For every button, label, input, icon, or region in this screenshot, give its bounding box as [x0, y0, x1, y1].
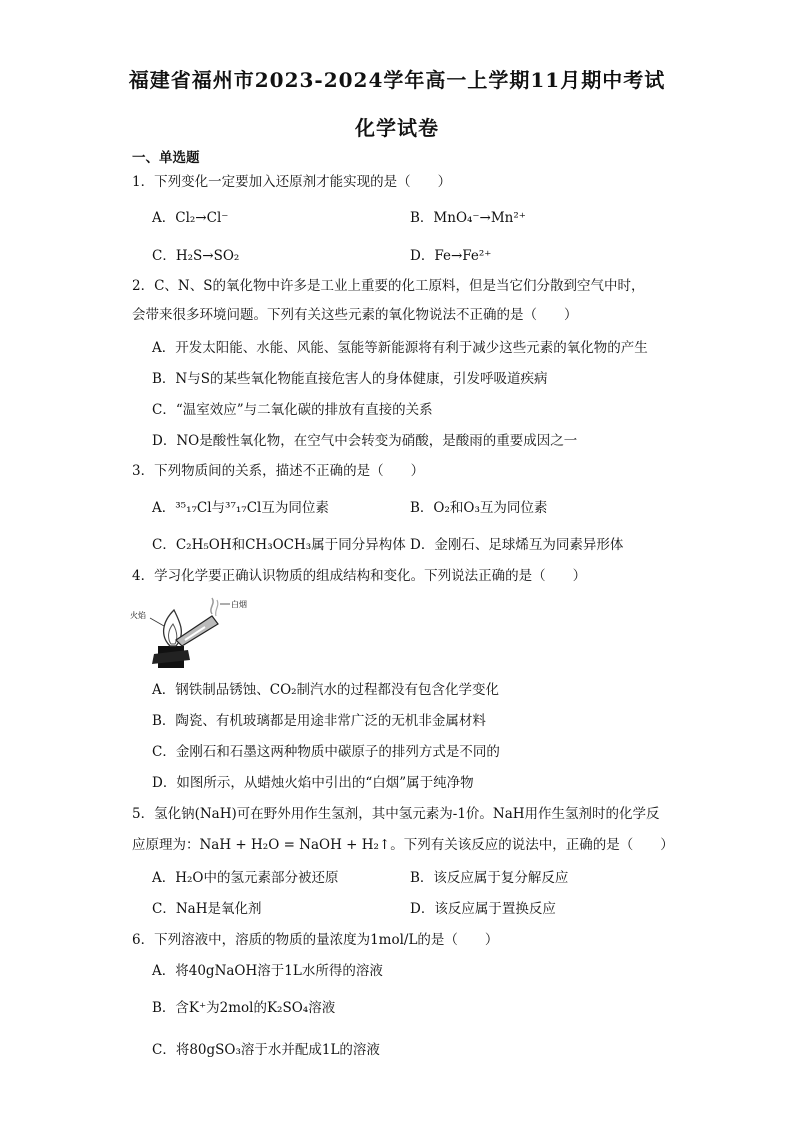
q6-option-c: C．将80gSO₃溶于水并配成1L的溶液 [152, 1042, 380, 1058]
q4-stem: 4．学习化学要正确认识物质的组成结构和变化。下列说法正确的是（ ） [132, 568, 587, 584]
candle-smoke-illustration [130, 596, 250, 670]
label-flame: 火焰 [130, 611, 146, 620]
section-heading: 一、单选题 [132, 150, 200, 166]
title-line-1: 福建省福州市2023-2024学年高一上学期11月期中考试 [128, 68, 666, 92]
q5-stem-2: 应原理为：NaH + H₂O = NaOH + H₂↑。下列有关该反应的说法中，正确的是（ ） [132, 837, 674, 853]
q2-option-d: D．NO是酸性氧化物，在空气中会转变为硝酸，是酸雨的重要成因之一 [152, 433, 578, 449]
label-smoke: 白烟 [231, 600, 247, 609]
q5-option-b: B．该反应属于复分解反应 [410, 870, 569, 886]
q6-stem: 6．下列溶液中，溶质的物质的量浓度为1mol/L的是（ ） [132, 932, 499, 948]
q3-option-d: D．金刚石、足球烯互为同素异形体 [410, 537, 624, 553]
q2-stem-1: 2．C、N、S的氧化物中许多是工业上重要的化工原料，但是当它们分散到空气中时， [132, 278, 645, 294]
q5-option-a: A．H₂O中的氢元素部分被还原 [152, 870, 339, 886]
q4-option-c: C．金刚石和石墨这两种物质中碳原子的排列方式是不同的 [152, 744, 500, 760]
q2-option-c: C．“温室效应”与二氧化碳的排放有直接的关系 [152, 402, 433, 418]
q3-option-a: A．³⁵₁₇Cl与³⁷₁₇Cl互为同位素 [152, 500, 329, 516]
q2-stem-2: 会带来很多环境问题。下列有关这些元素的氧化物说法不正确的是（ ） [132, 307, 578, 323]
glass-tube [176, 616, 218, 646]
candle-figure [130, 596, 250, 670]
q3-option-c: C．C₂H₅OH和CH₃OCH₃属于同分异构体 [152, 537, 406, 553]
q4-option-a: A．钢铁制品锈蚀、CO₂制汽水的过程都没有包含化学变化 [152, 682, 500, 698]
q1-stem: 1．下列变化一定要加入还原剂才能实现的是（ ） [132, 174, 452, 190]
q6-option-b: B．含K⁺为2mol的K₂SO₄溶液 [152, 1000, 336, 1016]
q1-option-a: A．Cl₂→Cl⁻ [152, 210, 229, 226]
q2-option-b: B．N与S的某些氧化物能直接危害人的身体健康，引发呼吸道疾病 [152, 371, 548, 387]
q5-stem-1: 5．氢化钠(NaH)可在野外用作生氢剂，其中氢元素为-1价。NaH用作生氢剂时的化学反 [132, 806, 660, 822]
q1-option-d: D．Fe→Fe²⁺ [410, 248, 492, 264]
q3-option-b: B．O₂和O₃互为同位素 [410, 500, 548, 516]
q5-option-c: C．NaH是氧化剂 [152, 901, 262, 917]
q3-stem: 3．下列物质间的关系，描述不正确的是（ ） [132, 463, 425, 479]
q1-option-c: C．H₂S→SO₂ [152, 248, 240, 264]
q4-option-d: D．如图所示，从蜡烛火焰中引出的“白烟”属于纯净物 [152, 775, 474, 791]
q4-option-b: B．陶瓷、有机玻璃都是用途非常广泛的无机非金属材料 [152, 713, 486, 729]
q1-option-b: B．MnO₄⁻→Mn²⁺ [410, 210, 526, 226]
title-line-2: 化学试卷 [355, 116, 439, 140]
smoke-wisp [211, 598, 213, 614]
q5-option-d: D．该反应属于置换反应 [410, 901, 556, 917]
q2-option-a: A．开发太阳能、水能、风能、氢能等新能源将有利于减少这些元素的氧化物的产生 [152, 340, 648, 356]
q6-option-a: A．将40gNaOH溶于1L水所得的溶液 [152, 963, 383, 979]
